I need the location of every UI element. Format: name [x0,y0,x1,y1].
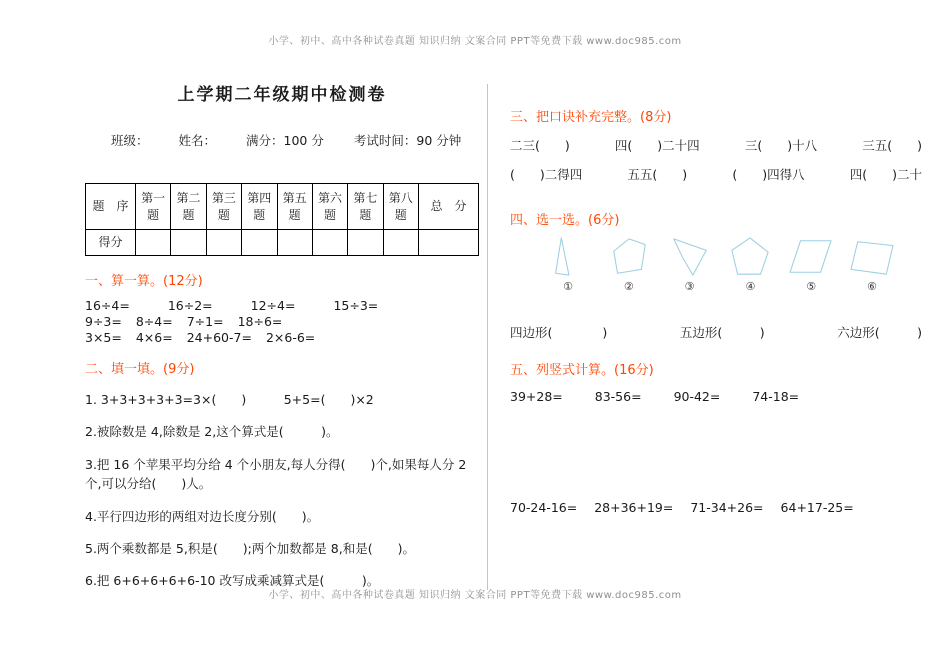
section4-answers-row [510,323,922,341]
mnemonic-blank: 三五( ) [862,138,922,153]
page-title: 上学期二年级期中检测卷 [177,85,387,105]
answer-blank: 六边形( ) [837,325,922,340]
score-table-header-cell: 第三题 [206,184,241,230]
arrow-dart-shape-icon [667,236,713,278]
equation: 16÷4= [85,298,130,313]
equation: 90-42= [673,389,721,404]
score-table-header-cell: 第四题 [242,184,277,230]
shape-label: ① [563,280,573,293]
equation: 71-34+26= [690,500,764,515]
equation: 3×5= [85,330,122,345]
pentagon-shape-icon [606,236,652,278]
equation: 24+60-7= [186,330,252,345]
equation: 9÷3= [85,314,122,329]
fill-item-3: 3.把 16 个苹果平均分给 4 个小朋友,每人分得( )个,如果每人分 2 个,可以分给( )人。 [85,456,471,492]
shape-label: ⑤ [806,280,817,293]
equation: 83-56= [594,389,642,404]
equation: 74-18= [752,389,800,404]
fill-item-4: 4.平行四边形的两组对边长度分别( )。 [85,508,320,524]
watermark-top: 小学、初中、高中各种试卷真题 知识归纳 文案合同 PPT等免费下载 www.doc985.com [268,36,682,47]
full-score-label: 满分：100 分 [246,133,324,148]
shape-label: ② [623,280,634,293]
equation: 70-24-16= [510,500,578,515]
shape-item-5 [787,236,835,293]
section1-row2 [85,314,479,330]
score-cell-empty [419,230,479,256]
shape-label: ⑥ [867,280,877,293]
score-row-label: 得分 [86,230,136,256]
watermark-bottom: 小学、初中、高中各种试卷真题 知识归纳 文案合同 PPT等免费下载 www.doc985.com [268,590,682,601]
equation: 28+36+19= [594,500,674,515]
quadrilateral-shape-icon [849,236,895,278]
fill-item-6: 6.把 6+6+6+6+6-10 改写成乘减算式是( )。 [85,573,380,589]
shape-item-6 [848,236,896,293]
score-table-corner-cell: 题 序 [86,184,136,230]
name-label: 姓名： [178,133,217,148]
mnemonic-blank: 二三( ) [510,138,570,153]
score-cell-empty [136,230,171,256]
section5-row1 [510,389,922,404]
fill-item-2: 2.被除数是 4,除数是 2,这个算式是( )。 [85,424,339,440]
thin-triangle-shape-icon [545,236,591,278]
score-table-header-cell: 第八题 [383,184,418,230]
score-table-header-cell: 第五题 [277,184,312,230]
mnemonic-blank: 四( )二十四 [614,138,700,153]
exam-time-label: 考试时间：90 分钟 [353,133,462,148]
section3-row1 [510,136,922,154]
shape-item-1 [544,236,592,293]
score-table-header-cell: 第七题 [348,184,383,230]
section3-row2 [510,165,922,183]
two-column-layout [0,58,950,591]
shape-label: ③ [684,280,695,293]
equation: 64+17-25= [780,500,854,515]
equation: 18÷6= [237,314,283,329]
score-cell-empty [312,230,347,256]
shape-item-2 [605,236,653,293]
mnemonic-blank: 五五( ) [627,167,688,182]
equation: 39+28= [510,389,563,404]
mnemonic-blank: 三( )十八 [744,138,818,153]
score-table-header-row [86,184,479,230]
pentagon-shape-icon [727,236,773,278]
section2-title: 二、填一填。(9分) [85,362,195,377]
score-cell-empty [277,230,312,256]
parallelogram-shape-icon [788,236,834,278]
answer-blank: 四边形( ) [510,325,608,340]
fill-item-5: 5.两个乘数都是 5,积是( );两个加数都是 8,和是( )。 [85,540,415,556]
mnemonic-blank: ( )四得八 [732,167,805,182]
section3-title: 三、把口诀补充完整。(8分) [510,110,672,125]
section5-title: 五、列竖式计算。(16分) [510,363,654,378]
shape-label: ④ [745,280,756,293]
section1-title: 一、算一算。(12分) [85,274,203,289]
score-cell-empty [171,230,206,256]
section4-title: 四、选一选。(6分) [510,213,620,228]
score-table-header-cell: 第六题 [312,184,347,230]
score-table-header-cell: 第一题 [136,184,171,230]
score-cell-empty [206,230,241,256]
equation: 12÷4= [250,298,296,313]
mnemonic-blank: 四( )二十 [849,167,922,182]
fill-item-1: 1. 3+3+3+3+3=3×( ) 5+5=( )×2 [85,392,374,407]
score-table-score-row [86,230,479,256]
equation: 4×6= [135,330,173,345]
shape-item-3 [666,236,714,293]
equation: 2×6-6= [265,330,316,345]
equation: 8÷4= [135,314,173,329]
equation: 7÷1= [186,314,224,329]
answer-blank: 五边形( ) [679,325,765,340]
section5-row2 [510,500,922,515]
section1-row1 [85,298,479,314]
left-column [0,58,487,591]
score-cell-empty [242,230,277,256]
score-cell-empty [348,230,383,256]
score-table [85,183,479,256]
mnemonic-blank: ( )二得四 [510,167,583,182]
equation: 16÷2= [167,298,213,313]
equation: 15÷3= [333,298,379,313]
shape-item-4 [726,236,774,293]
right-column [487,58,950,591]
class-label: 班级： [111,133,149,148]
score-cell-empty [383,230,418,256]
score-table-header-cell: 第二题 [171,184,206,230]
score-table-header-cell: 总 分 [419,184,479,230]
student-info-line [111,131,479,149]
shapes-row [510,236,922,293]
section1-row3 [85,330,479,346]
